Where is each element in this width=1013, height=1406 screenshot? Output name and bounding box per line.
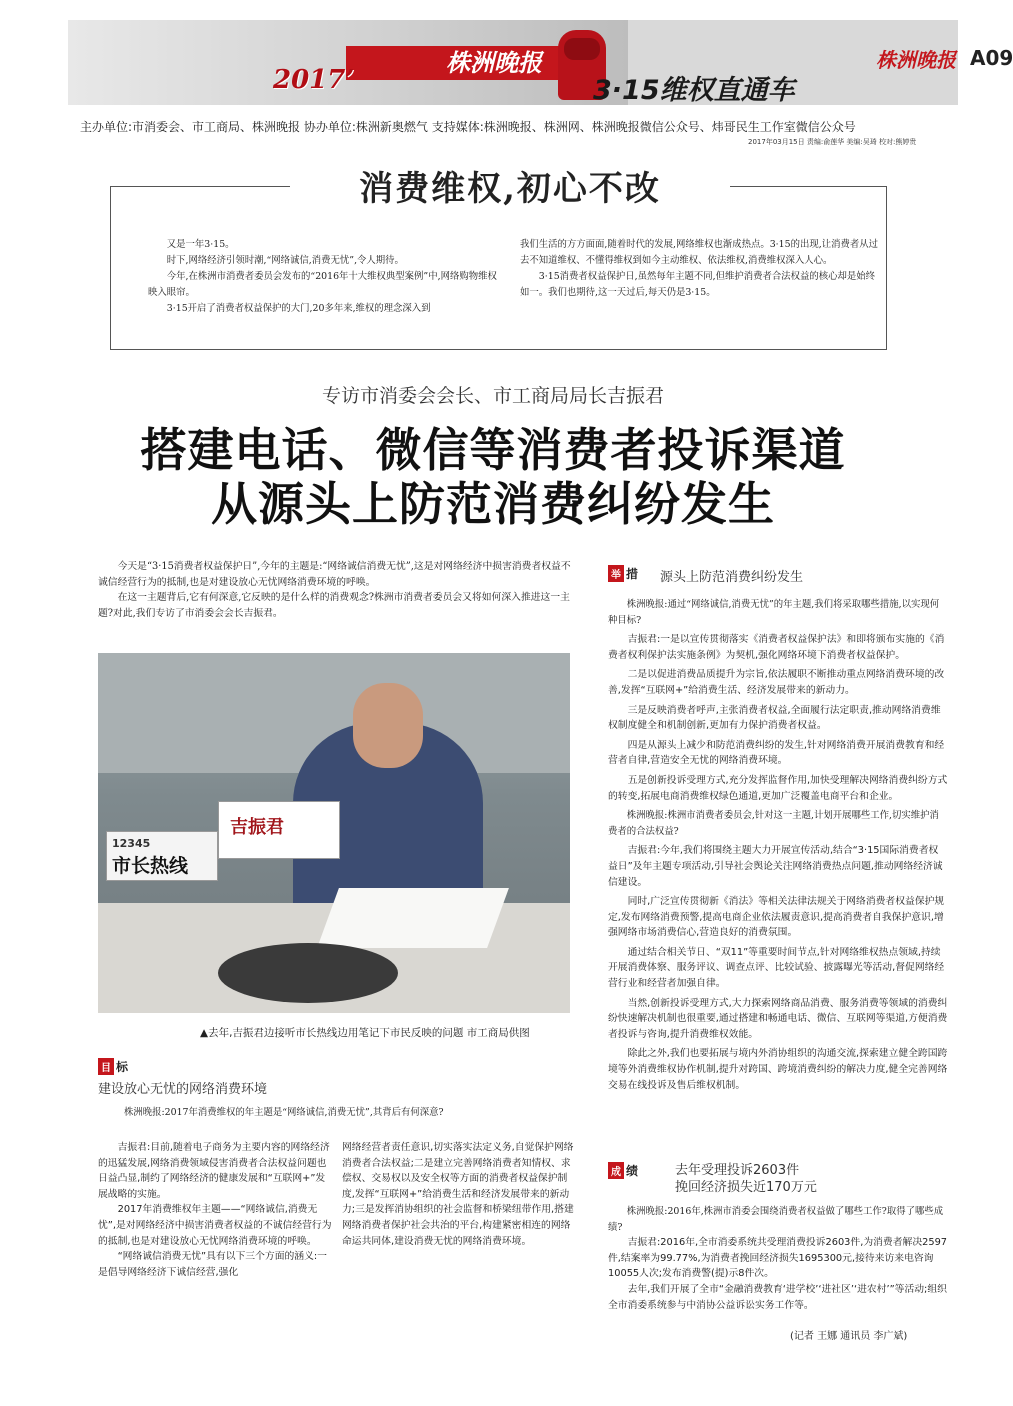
masthead-campaign: 3·15维权直通车 xyxy=(593,75,795,106)
news-photo xyxy=(98,653,570,1013)
question: 株洲晚报:通过“网络诚信,消费无忧”的年主题,我们将采取哪些措施,以实现何种目标? xyxy=(608,599,940,626)
interview-lead xyxy=(98,559,576,621)
lead-paragraph: 在这一主题背后,它有何深意,它反映的是什么样的消费观念?株洲市消费者委员会又将如何深入推进这一主题?对此,我们专访了市消委会会长吉振君。 xyxy=(98,592,570,619)
masthead-year: 2017’ xyxy=(273,65,355,95)
paper-logo: 株洲晚报 xyxy=(876,48,956,72)
paragraph: 去年,我们开展了全市“金融消费教育‘进学校’‘进社区’‘进农村’”等活动;组织全市消委系统参与中消协公益诉讼实务工作等。 xyxy=(608,1283,947,1311)
byline: (记者 王娜 通讯员 李广斌) xyxy=(790,1331,908,1342)
paragraph: 当然,创新投诉受理方式,大力探索网络商品消费、服务消费等领域的消费纠纷快速解决机制也很重要,通过搭建和畅通电话、微信、互联网等渠道,方便消费者投诉与咨询,提升消费维权效能。 xyxy=(608,997,948,1040)
masthead-banner xyxy=(68,20,1013,106)
paragraph: “网络诚信消费无忧”具有以下三个方面的涵义:一是倡导网络经济下诚信经营,强化 xyxy=(98,1251,327,1278)
editorial-paragraph: 今年,在株洲市消费者委员会发布的“2016年十大维权典型案例”中,网络购物维权映入眼帘。 xyxy=(148,271,497,298)
editorial-paragraph: 又是一年3·15。 xyxy=(166,239,235,250)
headline-line-2: 从源头上防范消费纠纷发生 xyxy=(211,477,775,531)
section-label-target xyxy=(98,1058,128,1075)
paragraph: 三是反映消费者呼声,主张消费者权益,全面履行法定职责,推动网络消费维权制度健全和机制创新,更加有力保护消费者权益。 xyxy=(608,704,941,732)
editorial-paragraph: 时下,网络经济引领时潮,“网络诚信,消费无忧”,令人期待。 xyxy=(166,255,404,266)
section-badge-rest: 标 xyxy=(116,1060,129,1074)
paragraph: 二是以促进消费品质提升为宗旨,依法履职不断推动重点网络消费环境的改善,发挥“互联网+”给消费生活、经济发展带来的新动力。 xyxy=(608,669,945,696)
paragraph: 吉振君:今年,我们将围绕主题大力开展宣传活动,结合“3·15国际消费者权益日”及年主题专项活动,引导社会舆论关注网络消费热点问题,推动网络经济诚信建设。 xyxy=(608,845,943,888)
paragraph: 吉振君:一是以宣传贯彻落实《消费者权益保护法》和即将颁布实施的《消费者权利保护法实施条例》为契机,强化网络环境下消费者权益保护。 xyxy=(608,634,945,661)
article-column xyxy=(608,597,948,1097)
editorial-title: 消费维权,初心不改 xyxy=(290,165,730,213)
paragraph: 同时,广泛宣传贯彻新《消法》等相关法律法规关于网络消费者权益保护规定,发布网络消费预警,提高电商企业依法履责意识,提高消费者自我保护意识,增强网络市场消费信心,营造良好的消费氛围。 xyxy=(608,896,945,939)
paragraph: 网络经营者责任意识,切实落实法定义务,自觉保护网络消费者合法权益;二是建立完善网络消费者知情权、求偿权、交易权以及安全权等方面的消费者权益保护制度,发挥“互联网+”给消费生活和经济发展带来的新动力;三是发挥消协组织的社会监督和桥梁纽带作用,搭建网络消费者保护社会共治的平台,构建紧密相连的网络命运共同体,建设消费无忧的网络消费环境。 xyxy=(342,1142,574,1247)
question: 株洲晚报:2016年,株洲市消委会围绕消费者权益做了哪些工作?取得了哪些成绩? xyxy=(608,1206,944,1233)
section-badge: 目 xyxy=(98,1058,114,1075)
section-badge-rest: 措 xyxy=(626,567,639,581)
paragraph: 五是创新投诉受理方式,充分发挥监督作用,加快受理解决网络消费纠纷方式的转变,拓展电商消费维权绿色通道,更加广泛覆盖电商平台和企业。 xyxy=(608,774,948,802)
section-title: 源头上防范消费纠纷发生 xyxy=(660,570,804,585)
paragraph: 2017年消费维权年主题——“网络诚信,消费无忧”,是对网络经济中损害消费者权益的不诚信经营行为的抵制,也是对建设放心无忧网络消费环境的呼唤。 xyxy=(98,1204,332,1247)
name-plate: 吉振君 xyxy=(230,817,284,838)
paragraph: 四是从源头上减少和防范消费纠纷的发生,针对网络消费开展消费教育和经营者自律,营造安全无忧的网络消费环境。 xyxy=(608,739,945,767)
editorial-paragraph: 我们生活的方方面面,随着时代的发展,网络维权也渐成热点。3·15的出现,让消费者从过去不知道维权、不懂得维权到如今主动维权、依法维权,消费维权深入人心。 xyxy=(520,239,878,266)
headline-line-1: 搭建电话、微信等消费者投诉渠道 xyxy=(140,423,846,477)
masthead-brand: 株洲晚报 xyxy=(346,46,566,80)
dateline: 2017年03月15日 责编:俞莲华 美编:吴琦 校对:熊婷贵 xyxy=(748,138,917,146)
lead-paragraph: 今天是“3·15消费者权益保护日”,今年的主题是:“网络诚信消费无忧”,这是对网络经济中损害消费者权益不诚信经营行为的抵制,也是对建设放心无忧网络消费环境的呼唤。 xyxy=(98,561,571,588)
question: 株洲晚报:2017年消费维权的年主题是“网络诚信,消费无忧”,其背后有何深意? xyxy=(124,1107,444,1118)
editorial-paragraph: 3·15消费者权益保护日,虽然每年主题不同,但维护消费者合法权益的核心却是始终如一。我们也期待,这一天过后,每天仍是3·15。 xyxy=(520,271,876,298)
section-title-line-2: 挽回经济损失近170万元 xyxy=(675,1180,817,1195)
editorial-paragraph: 3·15开启了消费者权益保护的大门,20多年来,维权的理念深入到 xyxy=(166,303,431,314)
section-badge: 成 xyxy=(608,1162,624,1179)
question: 株洲晚报:株洲市消费者委员会,针对这一主题,计划开展哪些工作,切实维护消费者的合法权益? xyxy=(608,810,939,837)
paragraph: 吉振君:目前,随着电子商务为主要内容的网络经济的迅猛发展,网络消费领域侵害消费者合法权益问题也日益凸显,制约了网络经济的健康发展和“互联网+”发展战略的实施。 xyxy=(98,1142,330,1200)
section-label-results xyxy=(608,1162,638,1179)
editorial-right-column xyxy=(520,237,880,301)
paragraph: 通过结合相关节日、“双11”等重要时间节点,针对网络维权热点领域,持续开展消费体察、服务评议、调查点评、比较试验、披露曝光等活动,督促网络经营行业和经营者加强自律。 xyxy=(608,946,945,990)
section-title: 建设放心无忧的网络消费环境 xyxy=(98,1082,268,1097)
page-number: A09 xyxy=(970,46,1013,70)
editorial-left-column xyxy=(148,237,503,317)
paragraph: 除此之外,我们也要拓展与境内外消协组织的沟通交流,探索建立健全跨国跨境等外消费维权协作机制,提升对跨国、跨境消费纠纷的解决力度,健全完善网络交易在线投诉及售后维权机制。 xyxy=(608,1048,948,1091)
sponsors-line: 主办单位:市消委会、市工商局、株洲晚报 协办单位:株洲新奥燃气 支持媒体:株洲晚报、株洲网、株洲晚报微信公众号、炜哥民生工作室微信公众号 xyxy=(80,120,856,134)
hotline-number: 12345 xyxy=(112,837,151,850)
article-column xyxy=(342,1140,576,1249)
section-badge-rest: 绩 xyxy=(626,1164,639,1178)
conference-speaker xyxy=(218,943,398,1003)
hotline-label: 市长热线 xyxy=(112,855,189,877)
interview-subhead: 专访市消委会会长、市工商局局长吉振君 xyxy=(321,385,664,407)
section-title-line-1: 去年受理投诉2603件 xyxy=(675,1163,800,1178)
photo-caption: ▲去年,吉振君边接听市长热线边用笔记下市民反映的问题 市工商局供图 xyxy=(200,1027,530,1039)
paragraph: 吉振君:2016年,全市消委系统共受理消费投诉2603件,为消费者解决2597件,结案率为99.77%,为消费者挽回经济损失1695300元,接待来访来电咨询10055人次;发布消费警(提)示8件次。 xyxy=(608,1237,948,1280)
article-column xyxy=(608,1204,948,1313)
section-label-measures xyxy=(608,565,638,582)
person-head xyxy=(353,683,423,768)
section-badge: 举 xyxy=(608,565,624,582)
article-column xyxy=(98,1140,334,1280)
